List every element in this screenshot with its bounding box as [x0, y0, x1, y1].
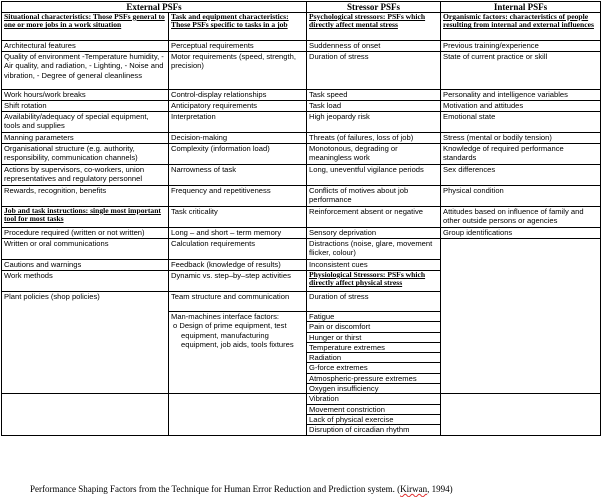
physiological-item: Duration of stress: [307, 292, 441, 312]
psychological-item: Monotonous, degrading or meaningless work: [307, 144, 441, 165]
caption-author: Kirwan: [400, 484, 428, 494]
psychological-item: Conflicts of motives about job performance: [307, 186, 441, 207]
task-blank: [169, 394, 307, 435]
physiological-item: Fatigue: [307, 312, 441, 322]
organismic-item: Attitudes based on influence of family and other outside persons or agencies: [441, 207, 601, 228]
psychological-item: Task speed: [307, 90, 441, 101]
situational-item: Quality of environment -Temperature humidity, - Air quality, and radiation, - Lighting, - Noise and vibration, - Degree of general cleanliness: [2, 52, 169, 90]
organismic-item: Physical condition: [441, 186, 601, 207]
man-machine-cell: [169, 312, 307, 394]
task-item: Dynamic vs. step–by–step activities: [169, 271, 307, 292]
situational-item: Organisational structure (e.g. authority, responsibility, communication channels): [2, 144, 169, 165]
job-instruction-item: Cautions and warnings: [2, 260, 169, 271]
physiological-item: Atmospheric-pressure extremes: [307, 373, 441, 383]
task-item: Calculation requirements: [169, 239, 307, 260]
job-instruction-item: Plant policies (shop policies): [2, 292, 169, 394]
situational-item: Rewards, recognition, benefits: [2, 186, 169, 207]
task-item: Task criticality: [169, 207, 307, 228]
organismic-item: Emotional state: [441, 112, 601, 133]
subheader-situational: Situational characteristics: Those PSFs general to one or more jobs in a work situation: [2, 13, 169, 41]
caption-text: Performance Shaping Factors from the Technique for Human Error Reduction and Prediction system. (: [30, 484, 401, 494]
header-external: External PSFs: [2, 2, 307, 13]
psychological-item: Distractions (noise, glare, movement flicker, colour): [307, 239, 441, 260]
organismic-item: Previous training/experience: [441, 41, 601, 52]
situational-item: Actions by supervisors, co-workers, union representatives and regulatory personnel: [2, 165, 169, 186]
man-machine-list: [171, 321, 304, 349]
task-item: Anticipatory requirements: [169, 101, 307, 112]
organismic-item: Sex differences: [441, 165, 601, 186]
header-stressor: Stressor PSFs: [307, 2, 441, 13]
task-item: Feedback (knowledge of results): [169, 260, 307, 271]
man-machine-title: Man-machines interface factors:: [171, 312, 280, 321]
situational-item: Shift rotation: [2, 101, 169, 112]
task-item: Team structure and communication: [169, 292, 307, 312]
situational-item: Work hours/work breaks: [2, 90, 169, 101]
situational-item: Manning parameters: [2, 133, 169, 144]
psychological-item: High jeopardy risk: [307, 112, 441, 133]
job-instruction-item: Work methods: [2, 271, 169, 292]
psychological-item: Long, uneventful vigilance periods: [307, 165, 441, 186]
psf-table: [1, 1, 601, 436]
psychological-item: Suddenness of onset: [307, 41, 441, 52]
organismic-item: Motivation and attitudes: [441, 101, 601, 112]
organismic-item: State of current practice or skill: [441, 52, 601, 90]
psychological-item: Threats (of failures, loss of job): [307, 133, 441, 144]
psychological-item: Reinforcement absent or negative: [307, 207, 441, 228]
physiological-item: Radiation: [307, 353, 441, 363]
subheader-physiological: Physiological Stressors: PSFs which directly affect physical stress: [307, 271, 441, 292]
physiological-item: Pain or discomfort: [307, 322, 441, 332]
organismic-item: Stress (mental or bodily tension): [441, 133, 601, 144]
header-internal: Internal PSFs: [441, 2, 601, 13]
task-item: Control-display relationships: [169, 90, 307, 101]
psychological-item: Sensory deprivation: [307, 228, 441, 239]
psychological-item: Task load: [307, 101, 441, 112]
physiological-item: G-force extremes: [307, 363, 441, 373]
organismic-item: Personality and intelligence variables: [441, 90, 601, 101]
task-item: Motor requirements (speed, strength, precision): [169, 52, 307, 90]
subheader-psychological: Psychological stressors: PSFs which directly affect mental stress: [307, 13, 441, 41]
task-item: Narrowness of task: [169, 165, 307, 186]
subheader-organismic: Organismic factors: characteristics of people resulting from internal and external influences: [441, 13, 601, 41]
caption-year: , 1994): [427, 484, 453, 494]
man-machine-item: o Design of prime equipment, test equipment, manufacturing equipment, job aids, tools fixtures: [181, 321, 304, 349]
situational-item: Architectural features: [2, 41, 169, 52]
psychological-item: Duration of stress: [307, 52, 441, 90]
physiological-item: Temperature extremes: [307, 342, 441, 352]
physiological-item: Oxygen insufficiency: [307, 384, 441, 394]
organismic-item: Group identifications: [441, 228, 601, 239]
job-instruction-item: Procedure required (written or not written): [2, 228, 169, 239]
task-item: Frequency and repetitiveness: [169, 186, 307, 207]
physiological-item: Movement constriction: [307, 404, 441, 414]
task-item: Long – and short – term memory: [169, 228, 307, 239]
physiological-item: Hunger or thirst: [307, 332, 441, 342]
task-item: Complexity (information load): [169, 144, 307, 165]
physiological-item: Disruption of circadian rhythm: [307, 425, 441, 435]
situational-item: Availability/adequacy of special equipment, tools and supplies: [2, 112, 169, 133]
organismic-item: Knowledge of required performance standards: [441, 144, 601, 165]
task-item: Interpretation: [169, 112, 307, 133]
subheader-job-instructions: Job and task instructions: single most important tool for most tasks: [2, 207, 169, 228]
psychological-item: Inconsistent cues: [307, 260, 441, 271]
external-blank: [2, 394, 169, 435]
physiological-item: Lack of physical exercise: [307, 414, 441, 424]
physiological-item: Vibration: [307, 394, 441, 404]
task-item: Decision-making: [169, 133, 307, 144]
job-instruction-item: Written or oral communications: [2, 239, 169, 260]
subheader-task: Task and equipment characteristics: Those PSFs specific to tasks in a job: [169, 13, 307, 41]
task-item: Perceptual requirements: [169, 41, 307, 52]
organismic-blank-bottom: [441, 394, 601, 435]
organismic-blank: [441, 239, 601, 394]
table-caption: [30, 484, 453, 494]
